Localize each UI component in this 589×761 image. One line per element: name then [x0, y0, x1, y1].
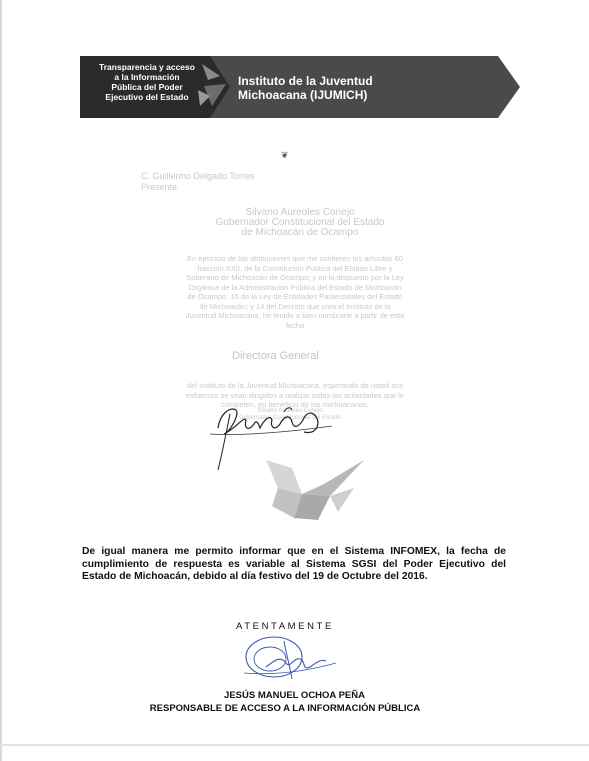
faded-paragraph — [140, 254, 450, 330]
page-left-edge — [0, 0, 2, 761]
transparency-line: Ejecutivo del Estado — [105, 92, 189, 102]
paragraph-line: Juventud Michoacana, he tenido a bien nombrarle a partir de esta — [185, 311, 405, 320]
header-banner — [80, 56, 520, 118]
signer-title: RESPONSABLE DE ACCESO A LA INFORMACIÓN PÚBLICA — [149, 703, 421, 714]
transparency-line: a la Información — [114, 72, 180, 82]
transparency-label — [86, 62, 208, 102]
paragraph-line: fracción XXII, de la Constitución Política del Estado Libre y — [197, 263, 393, 273]
page-bottom-edge — [0, 744, 589, 746]
department-title: Directora General — [232, 350, 319, 362]
sender-line: Gobernador Constitucional del Estado — [215, 217, 385, 228]
recipient-line: C. Guillermo Delgado Torres — [141, 171, 255, 181]
transparency-line: Pública del Poder — [111, 82, 183, 92]
signer-name: JESÚS MANUEL OCHOA PEÑA — [224, 690, 365, 701]
paragraph-line: Orgánica de la Administración Pública del Estado de Michoacán — [188, 282, 402, 292]
sender-line: Silvano Aureoles Conejo — [245, 207, 355, 218]
paragraph-line: de Michoacán; y 14 del Decreto que crea el Instituto de la — [199, 301, 391, 311]
transparency-line: Transparencia y acceso — [99, 62, 195, 72]
institute-name-line: Instituto de la Juventud — [238, 74, 373, 88]
sender-line: de Michoacán de Ocampo — [241, 227, 359, 238]
paragraph-line: Soberano de Michoacán de Ocampo; y en lo dispuesto por la Ley — [186, 273, 404, 282]
institute-name-line: Michoacana (IJUMICH) — [238, 88, 368, 102]
institute-name — [238, 74, 373, 102]
recipient-line: Presente — [141, 182, 178, 192]
signer-signature — [240, 633, 340, 689]
closing-line: del Instituto de la Juventud Michoacana, esperando de usted sus — [187, 381, 403, 390]
paragraph-line: de Ocampo; 15 de la Ley de Entidades Paraestatales del Estado — [187, 292, 403, 301]
paragraph-line: fecha — [285, 320, 305, 330]
institute-logo — [258, 454, 368, 524]
closing-salutation: ATENTAMENTE — [236, 621, 334, 632]
sender-block — [150, 208, 450, 238]
paragraph-line: En ejercicio de las atribuciones que me confieren los artículos 60 — [187, 254, 403, 263]
recipient-block — [141, 171, 254, 193]
closing-line: esfuerzos se vean dirigidos a realizar todas las actividades que le — [185, 390, 405, 400]
closing-line: competen, en beneficio de los michoacanos. — [220, 400, 369, 409]
body-paragraph: De igual manera me permito informar que en el Sistema INFOMEX, la fecha de cumplimiento de respuesta es variable al Sistema SGSI del Poder Ejecutivo del Estado de Michoacán, debido al día festivo del 19 de Octubre del 2016. — [82, 546, 506, 583]
footer-line: Gobernador Constitucional del Estado — [239, 415, 341, 421]
ornament-icon: ❦ — [281, 150, 289, 160]
footer-line: Silvano Aureoles Conejo — [257, 408, 323, 414]
